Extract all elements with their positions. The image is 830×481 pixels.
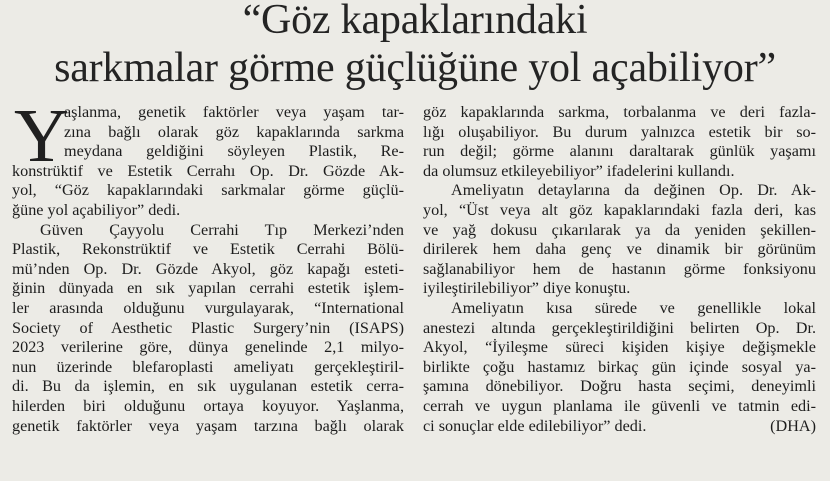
body-line: Plastik, Rekonstrüktif ve Estetik Cerrahi Bölü- xyxy=(12,240,404,259)
article-column-right xyxy=(423,103,816,436)
body-line: Ameliyatın kısa sürede ve genellikle lokal xyxy=(451,298,816,317)
body-line: di. Bu da işlemin, en sık uygulanan estetik cerra- xyxy=(12,377,404,396)
body-line: ler arasında olduğunu vurgulayarak, “International xyxy=(12,298,404,317)
paragraph xyxy=(12,221,404,437)
body-line: şamına dönebiliyor. Doğru hasta seçimi, deneyimli xyxy=(423,377,816,396)
body-line: anestezi altında gerçekleştirildiğini belirten Op. Dr. xyxy=(423,318,816,337)
body-line: hilerden biri olduğunu ortaya koyuyor. Yaşlanma, xyxy=(12,396,404,415)
body-line: zına bağlı olarak göz kapaklarında sarkma xyxy=(64,122,404,141)
body-line: dirilerek hem daha genç ve dinamik bir görünüm xyxy=(423,240,816,259)
body-line: genetik faktörler veya yaşam tarzına bağlı olarak xyxy=(12,416,404,435)
headline-line-1: “Göz kapaklarındaki xyxy=(242,0,588,43)
body-line: iyileştirilebiliyor” diye konuştu. xyxy=(423,279,631,298)
body-line: da olumsuz etkileyebiliyor” ifadelerini kullandı. xyxy=(423,161,735,180)
body-line: yol, “Üst veya alt göz kapaklarındaki fazla deri, kas xyxy=(423,200,816,219)
paragraph xyxy=(423,181,816,299)
lead-paragraph xyxy=(12,94,404,221)
body-line: ve yağ dokusu çıkarılarak ya da yeniden şekillen- xyxy=(423,220,816,239)
body-line: Society of Aesthetic Plastic Surgery’nin (ISAPS) xyxy=(12,318,404,337)
body-line: meydana geldiğini söyleyen Plastik, Re- xyxy=(64,142,404,161)
body-line: ğüne yol açabiliyor” dedi. xyxy=(12,200,181,219)
body-line: lığı oluşabiliyor. Bu durum yalnızca estetik bir so- xyxy=(423,122,816,141)
body-line: 2023 verilerine göre, dünya genelinde 2,1 milyo- xyxy=(12,338,404,357)
paragraph xyxy=(423,103,816,181)
body-line: yol, “Göz kapaklarındaki sarkmalar görme güçlü- xyxy=(12,181,404,200)
article-column-left xyxy=(12,94,404,436)
news-agency-credit: (DHA) xyxy=(770,416,816,435)
body-line: nun üzerinde blefaroplasti ameliyatı gerçekleştiril- xyxy=(12,357,404,376)
drop-cap: Y xyxy=(14,94,69,178)
body-line: sağlanabiliyor hem de hastanın görme fonksiyonu xyxy=(423,259,816,278)
closing-line xyxy=(423,417,816,437)
body-line: aşlanma, genetik faktörler veya yaşam tar- xyxy=(64,103,404,121)
article-headline xyxy=(0,0,830,90)
body-line: ci sonuçlar elde edilebiliyor” dedi. xyxy=(423,416,647,435)
body-line: Akyol, “İyileşme süreci kişiden kişiye değişmekle xyxy=(423,338,816,357)
body-line: mü’nden Op. Dr. Gözde Akyol, göz kapağı esteti- xyxy=(12,259,404,278)
body-line: birlikte çoğu hastamız birkaç gün içinde sosyal ya- xyxy=(423,357,816,376)
body-line: konstrüktif ve Estetik Cerrahı Op. Dr. Gözde Ak- xyxy=(12,161,404,180)
paragraph xyxy=(423,299,816,436)
body-line: ğinin dünyada en sık yapılan cerrahi estetik işlem- xyxy=(12,279,404,298)
body-line: Güven Çayyolu Cerrahi Tıp Merkezi’nden xyxy=(40,220,404,239)
headline-line-2: sarkmalar görme güçlüğüne yol açabiliyor” xyxy=(54,45,776,91)
body-line: cerrah ve uygun planlama ile güvenli ve tatmin edi- xyxy=(423,396,816,415)
body-line: göz kapaklarında sarkma, torbalanma ve deri fazla- xyxy=(423,103,816,121)
body-line: Ameliyatın detaylarına da değinen Op. Dr. Ak- xyxy=(451,181,816,200)
body-line: run değil; görme alanını daraltarak günlük yaşamı xyxy=(423,142,816,161)
